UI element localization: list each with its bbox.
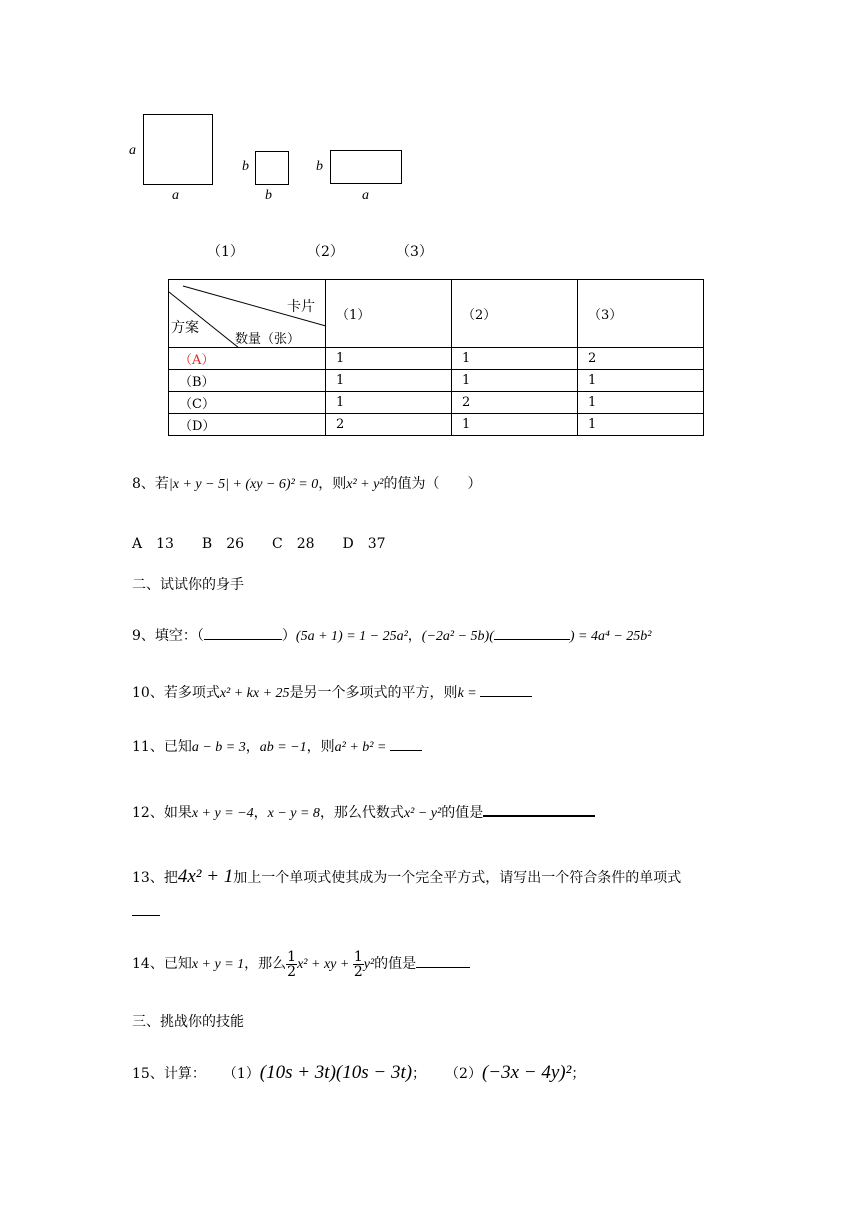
square-a — [143, 114, 213, 185]
q11-expr-2: ab = −1 — [259, 740, 307, 755]
fig2-side-label: b — [242, 159, 249, 174]
q11-sep: ， — [245, 739, 260, 755]
q8-choices: A 13 B 26 C 28 D 37 — [132, 536, 386, 552]
q9-blank-2[interactable] — [494, 639, 570, 640]
fraction-numerator: 1 — [287, 948, 297, 965]
q9-expr-1: (5a + 1) = 1 − 25a² — [295, 629, 408, 644]
q11-expr-1: a − b = 3 — [191, 740, 246, 755]
q11-blank[interactable] — [390, 750, 422, 751]
fig1-caption: （1） — [207, 244, 244, 260]
table-cell: 1 — [578, 414, 704, 436]
square-b — [255, 151, 289, 185]
q9-expr-2: (−2a² − 5b)( — [421, 629, 494, 644]
q8-target: x² + y² — [346, 477, 384, 492]
question-13 — [132, 866, 681, 888]
fraction-denominator: 2 — [353, 963, 363, 980]
q9-number: 9、填空： — [132, 628, 197, 644]
fig3-side-label: b — [316, 159, 323, 174]
q8-mid: ，则 — [318, 476, 347, 492]
table-cell: 1 — [452, 414, 578, 436]
options-table — [168, 279, 704, 436]
question-14: 14、已知x + y = 1，那么 $\frac{1}{2}$ x² + xy + $\frac{1}{2}$ y²的值是 — [132, 946, 470, 982]
q12-tail: 的值是 — [441, 805, 484, 821]
q12-blank[interactable] — [483, 815, 595, 817]
q8-expression: |x + y − 5| + (xy − 6)² = 0 — [168, 477, 319, 492]
table-cell: 2 — [326, 414, 452, 436]
q14-number: 14、已知 — [132, 956, 192, 972]
fraction-numerator: 1 — [353, 948, 363, 965]
table-cell: 2 — [578, 348, 704, 370]
row-label-c: （C） — [169, 392, 326, 414]
table-cell: 1 — [326, 370, 452, 392]
table-row — [169, 370, 704, 392]
table-cell: 1 — [452, 348, 578, 370]
row-label-b: （B） — [169, 370, 326, 392]
rectangle-ab — [330, 150, 402, 184]
row-label-d: （D） — [169, 414, 326, 436]
col-header-2: （2） — [452, 280, 578, 348]
q12-expr-3: x² − y² — [403, 806, 442, 821]
q14-tail: 的值是 — [374, 956, 417, 972]
q10-mid: 是另一个多项式的平方，则 — [289, 685, 458, 701]
q12-number: 12、如果 — [132, 805, 192, 821]
question-8 — [132, 473, 482, 493]
row-label-a: （A） — [169, 348, 326, 370]
header-card: 卡片 — [287, 299, 315, 315]
question-15 — [132, 1062, 585, 1084]
question-12 — [132, 802, 595, 822]
q13-blank[interactable] — [132, 903, 160, 916]
table-row — [169, 392, 704, 414]
q11-number: 11、已知 — [132, 739, 192, 755]
q15-number: 15、计算： — [132, 1066, 206, 1082]
section-3-heading: 三、挑战你的技能 — [132, 1014, 244, 1030]
header-plan: 方案 — [171, 320, 199, 336]
fig2-bottom-label: b — [265, 188, 272, 203]
q15-part-1: （1） — [229, 1066, 260, 1082]
table-cell: 1 — [578, 370, 704, 392]
q14-blank[interactable] — [416, 967, 470, 968]
question-10 — [132, 682, 532, 702]
q14-mid: ，那么 — [244, 956, 287, 972]
fig2-caption: （2） — [307, 244, 344, 260]
col-header-3: （3） — [578, 280, 704, 348]
q12-sep: ， — [253, 805, 268, 821]
fraction-denominator: 2 — [287, 963, 297, 980]
q8-number: 8、若 — [132, 476, 169, 492]
q10-k: k = — [457, 686, 477, 701]
q12-expr-1: x + y = −4 — [191, 806, 254, 821]
q15-sep-2: ； — [571, 1066, 586, 1082]
table-cell: 1 — [326, 392, 452, 414]
q14-expr-1: x + y = 1 — [191, 957, 245, 972]
col-header-1: （1） — [326, 280, 452, 348]
q15-expr-1: (10s + 3t)(10s − 3t) — [259, 1062, 413, 1083]
table-cell: 2 — [452, 392, 578, 414]
q15-sep-1: ； — [412, 1066, 427, 1082]
fig1-bottom-label: a — [172, 188, 179, 203]
q15-part-2: （2） — [452, 1066, 482, 1082]
table-cell: 1 — [452, 370, 578, 392]
table-row — [169, 348, 704, 370]
q12-expr-2: x − y = 8 — [267, 806, 320, 821]
q14-fraction-1 — [286, 950, 297, 979]
section-2-heading: 二、试试你的身手 — [132, 577, 244, 593]
fig3-caption: （3） — [396, 244, 433, 260]
fig1-side-label: a — [129, 143, 136, 158]
q13-number: 13、把 — [132, 870, 178, 886]
q14-fraction-2 — [353, 950, 364, 979]
question-9 — [132, 625, 652, 645]
q9-close: ） — [281, 628, 296, 644]
q13-tail: 加上一个单项式使其成为一个完全平方式，请写出一个符合条件的单项式 — [233, 870, 682, 886]
q10-blank[interactable] — [480, 696, 532, 697]
header-count: 数量（张） — [235, 332, 301, 347]
q9-expr-3: ) = 4a⁴ − 25b² — [569, 629, 652, 644]
q10-expression: x² + kx + 25 — [219, 686, 290, 701]
q15-expr-2: (−3x − 4y)² — [481, 1062, 572, 1083]
q8-tail: 的值为（ ） — [383, 476, 482, 492]
q11-mid: ，则 — [306, 739, 335, 755]
q13-expression: 4x² + 1 — [177, 866, 234, 887]
table-row — [169, 414, 704, 436]
diagonal-header-cell — [169, 280, 326, 348]
table-cell: 1 — [326, 348, 452, 370]
table-cell: 1 — [578, 392, 704, 414]
q12-mid: ，那么代数式 — [319, 805, 404, 821]
question-11 — [132, 736, 422, 756]
q10-number: 10、若多项式 — [132, 685, 220, 701]
q11-expr-3: a² + b² = — [334, 740, 387, 755]
q9-blank-1[interactable] — [204, 639, 282, 640]
q9-sep: ， — [407, 628, 422, 644]
fig3-bottom-label: a — [362, 188, 369, 203]
q9-open: （ — [196, 628, 204, 644]
